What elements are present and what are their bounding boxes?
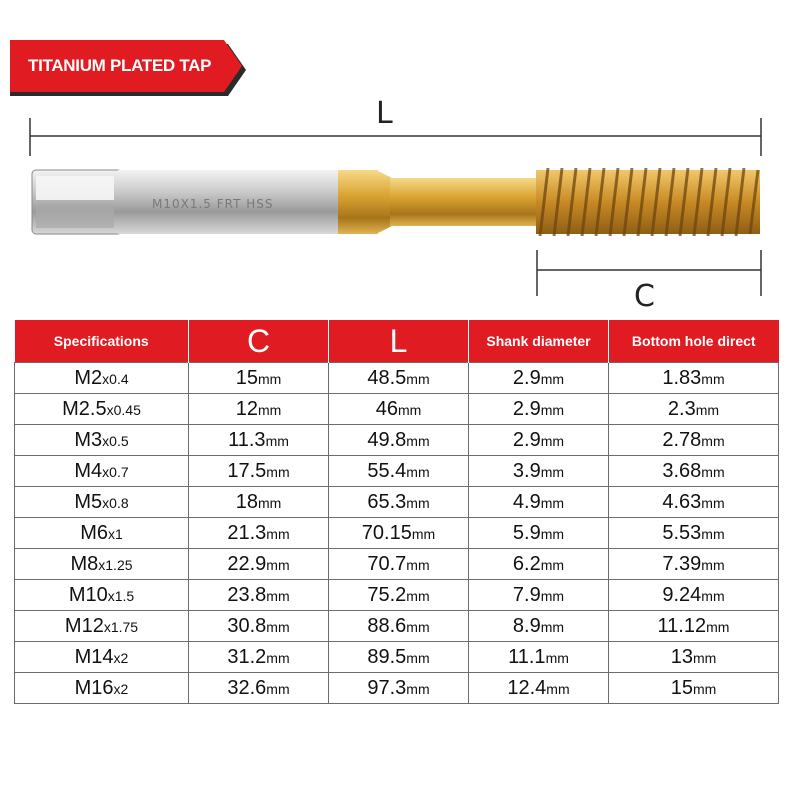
- table-row: [15, 425, 779, 456]
- unit-label: mm: [706, 618, 730, 635]
- table-row: [15, 611, 779, 642]
- value-l: 70.7: [367, 552, 407, 575]
- unit-label: mm: [540, 556, 565, 573]
- value-hole: 4.63: [662, 490, 702, 513]
- cell-l: [329, 518, 469, 549]
- value-shank: 12.4: [507, 676, 547, 699]
- spec-size-cell: [15, 580, 189, 611]
- tap-illustration: [0, 0, 800, 320]
- value-l: 97.3: [367, 676, 407, 699]
- unit-label: mm: [540, 401, 565, 418]
- value-l: 65.3: [367, 490, 407, 513]
- unit-label: mm: [692, 680, 717, 697]
- cell-l: [329, 673, 469, 704]
- table-row: [15, 518, 779, 549]
- cell-shank: [469, 363, 609, 394]
- spec-pitch: x1.75: [103, 618, 139, 635]
- unit-label: mm: [266, 680, 290, 697]
- unit-label: mm: [266, 556, 290, 573]
- thread-length-label: C: [634, 279, 655, 314]
- value-c: 31.2: [227, 645, 267, 668]
- unit-label: mm: [406, 370, 430, 387]
- unit-label: mm: [257, 401, 282, 418]
- spec-table: [14, 320, 779, 704]
- value-l: 75.2: [367, 583, 407, 606]
- unit-label: mm: [546, 680, 570, 697]
- unit-label: mm: [540, 525, 565, 542]
- spec-pitch: x2: [113, 649, 129, 666]
- unit-label: mm: [266, 463, 290, 480]
- spec-size: M14: [74, 645, 114, 668]
- unit-label: mm: [701, 463, 725, 480]
- length-label: L: [376, 96, 393, 131]
- unit-label: mm: [411, 525, 436, 542]
- cell-shank: [469, 611, 609, 642]
- value-l: 70.15: [361, 521, 412, 544]
- value-c: 15: [235, 366, 258, 389]
- value-shank: 2.9: [512, 366, 541, 389]
- value-l: 46: [375, 397, 398, 420]
- cell-c: [189, 487, 329, 518]
- value-c: 32.6: [227, 676, 267, 699]
- cell-hole: [609, 363, 779, 394]
- unit-label: mm: [695, 401, 720, 418]
- value-shank: 8.9: [512, 614, 541, 637]
- cell-hole: [609, 425, 779, 456]
- unit-label: mm: [701, 370, 725, 387]
- value-hole: 7.39: [662, 552, 702, 575]
- cell-shank: [469, 580, 609, 611]
- cell-shank: [469, 487, 609, 518]
- cell-c: [189, 580, 329, 611]
- cell-hole: [609, 642, 779, 673]
- cell-hole: [609, 580, 779, 611]
- cell-l: [329, 642, 469, 673]
- table-row: [15, 487, 779, 518]
- cell-shank: [469, 642, 609, 673]
- unit-label: mm: [540, 432, 565, 449]
- cell-hole: [609, 673, 779, 704]
- spec-pitch: x0.7: [102, 463, 129, 480]
- cell-shank: [469, 549, 609, 580]
- spec-size-cell: [15, 425, 189, 456]
- cell-l: [329, 425, 469, 456]
- table-row: [15, 673, 779, 704]
- value-hole: 5.53: [662, 521, 702, 544]
- spec-size: M3: [74, 428, 103, 451]
- table-row: [15, 549, 779, 580]
- spec-size: M6: [80, 521, 108, 544]
- cell-l: [329, 487, 469, 518]
- cell-c: [189, 611, 329, 642]
- value-shank: 5.9: [512, 521, 541, 544]
- cell-l: [329, 363, 469, 394]
- spec-size-cell: [15, 611, 189, 642]
- tap-marking: M10X1.5 FRT HSS: [152, 197, 274, 211]
- unit-label: mm: [406, 649, 430, 666]
- cell-l: [329, 611, 469, 642]
- value-shank: 3.9: [512, 459, 541, 482]
- unit-label: mm: [397, 401, 422, 418]
- unit-label: mm: [406, 463, 430, 480]
- value-l: 89.5: [367, 645, 407, 668]
- value-l: 55.4: [367, 459, 407, 482]
- cell-hole: [609, 394, 779, 425]
- unit-label: mm: [406, 494, 430, 511]
- value-c: 17.5: [227, 459, 267, 482]
- cell-c: [189, 456, 329, 487]
- value-shank: 7.9: [512, 583, 541, 606]
- value-c: 18: [235, 490, 258, 513]
- value-l: 88.6: [367, 614, 407, 637]
- header-specifications: Specifications: [15, 320, 189, 363]
- cell-shank: [469, 518, 609, 549]
- header-c: C: [189, 320, 329, 363]
- spec-size: M2.5: [62, 397, 107, 420]
- value-l: 49.8: [367, 428, 407, 451]
- unit-label: mm: [540, 370, 565, 387]
- cell-c: [189, 425, 329, 456]
- value-shank: 11.1: [508, 645, 546, 668]
- header-shank-diameter: Shank diameter: [469, 320, 609, 363]
- cell-l: [329, 456, 469, 487]
- spec-pitch: x1.25: [98, 556, 133, 573]
- spec-size: M12: [64, 614, 104, 637]
- spec-size-cell: [15, 673, 189, 704]
- spec-size: M5: [74, 490, 103, 513]
- table-row: [15, 456, 779, 487]
- cell-l: [329, 580, 469, 611]
- value-hole: 11.12: [657, 614, 707, 637]
- unit-label: mm: [540, 587, 565, 604]
- unit-label: mm: [257, 494, 282, 511]
- spec-size-cell: [15, 363, 189, 394]
- spec-size-cell: [15, 549, 189, 580]
- unit-label: mm: [406, 556, 430, 573]
- value-hole: 2.3: [667, 397, 696, 420]
- banner-title: TITANIUM PLATED TAP: [28, 56, 212, 75]
- unit-label: mm: [406, 432, 430, 449]
- unit-label: mm: [265, 432, 289, 449]
- table-row: [15, 580, 779, 611]
- value-shank: 4.9: [512, 490, 541, 513]
- cell-c: [189, 673, 329, 704]
- unit-label: mm: [540, 494, 565, 511]
- cell-hole: [609, 518, 779, 549]
- cell-hole: [609, 487, 779, 518]
- spec-size: M10: [68, 583, 108, 606]
- header-l: L: [329, 320, 469, 363]
- unit-label: mm: [266, 618, 290, 635]
- value-shank: 6.2: [512, 552, 541, 575]
- spec-pitch: x0.5: [102, 432, 129, 449]
- spec-size: M16: [74, 676, 114, 699]
- cell-c: [189, 394, 329, 425]
- unit-label: mm: [701, 432, 725, 449]
- value-shank: 2.9: [512, 397, 541, 420]
- spec-size-cell: [15, 642, 189, 673]
- cell-hole: [609, 456, 779, 487]
- header-bottom-hole: Bottom hole direct: [609, 320, 779, 363]
- unit-label: mm: [692, 649, 717, 666]
- value-hole: 1.83: [662, 366, 702, 389]
- table-row: [15, 363, 779, 394]
- unit-label: mm: [701, 494, 725, 511]
- table-header-row: [15, 320, 779, 363]
- value-c: 11.3: [228, 428, 266, 451]
- spec-pitch: x0.8: [102, 494, 129, 511]
- spec-size: M4: [74, 459, 103, 482]
- spec-size-cell: [15, 518, 189, 549]
- spec-pitch: x0.4: [102, 370, 129, 387]
- cell-shank: [469, 673, 609, 704]
- cell-shank: [469, 456, 609, 487]
- cell-shank: [469, 425, 609, 456]
- table-row: [15, 394, 779, 425]
- cell-l: [329, 549, 469, 580]
- value-hole: 9.24: [662, 583, 702, 606]
- unit-label: mm: [540, 463, 565, 480]
- cell-c: [189, 642, 329, 673]
- unit-label: mm: [406, 680, 430, 697]
- value-c: 30.8: [227, 614, 267, 637]
- spec-size-cell: [15, 487, 189, 518]
- cell-l: [329, 394, 469, 425]
- unit-label: mm: [701, 525, 725, 542]
- unit-label: mm: [266, 649, 290, 666]
- value-shank: 2.9: [512, 428, 541, 451]
- unit-label: mm: [266, 587, 290, 604]
- spec-pitch: x1.5: [107, 587, 135, 604]
- spec-pitch: x0.45: [106, 401, 141, 418]
- unit-label: mm: [406, 587, 430, 604]
- value-c: 23.8: [227, 583, 267, 606]
- value-c: 22.9: [227, 552, 267, 575]
- unit-label: mm: [545, 649, 569, 666]
- unit-label: mm: [540, 618, 565, 635]
- spec-pitch: x1: [108, 525, 123, 542]
- cell-hole: [609, 611, 779, 642]
- value-c: 21.3: [227, 521, 267, 544]
- spec-pitch: x2: [113, 680, 129, 697]
- cell-shank: [469, 394, 609, 425]
- value-hole: 13: [670, 645, 693, 668]
- cell-c: [189, 549, 329, 580]
- unit-label: mm: [701, 556, 725, 573]
- value-hole: 2.78: [662, 428, 702, 451]
- spec-size-cell: [15, 456, 189, 487]
- value-hole: 3.68: [662, 459, 702, 482]
- cell-c: [189, 518, 329, 549]
- unit-label: mm: [257, 370, 282, 387]
- cell-hole: [609, 549, 779, 580]
- spec-size-cell: [15, 394, 189, 425]
- unit-label: mm: [406, 618, 430, 635]
- unit-label: mm: [701, 587, 725, 604]
- unit-label: mm: [266, 525, 290, 542]
- spec-size: M2: [74, 366, 103, 389]
- value-l: 48.5: [367, 366, 407, 389]
- value-hole: 15: [670, 676, 693, 699]
- value-c: 12: [235, 397, 258, 420]
- cell-c: [189, 363, 329, 394]
- table-row: [15, 642, 779, 673]
- spec-size: M8: [70, 552, 99, 575]
